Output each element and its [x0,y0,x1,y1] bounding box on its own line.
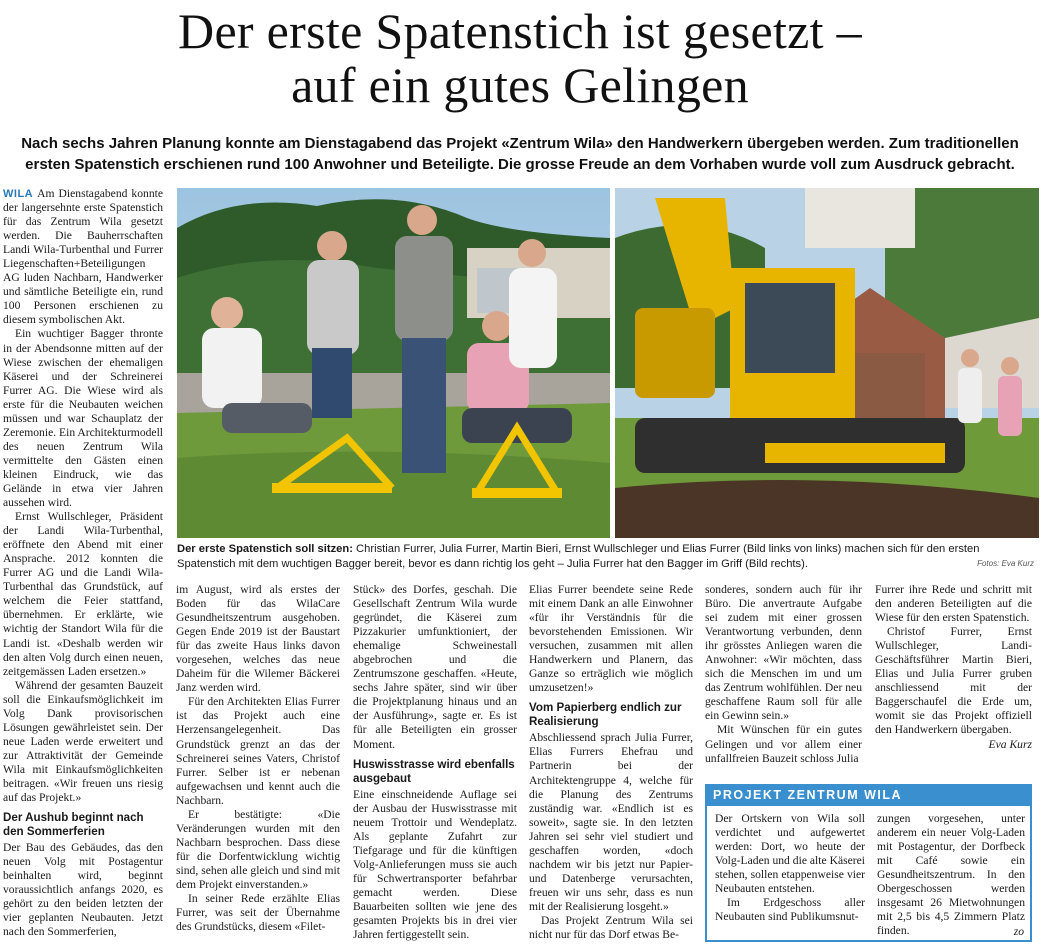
paragraph: In seiner Rede erzählte Elias Furrer, was seit der Übernahme des Grundstücks, diesem «Filet- [176,892,340,934]
photo-credit: Fotos: Eva Kurz [977,559,1034,568]
article-column-3 [353,583,517,942]
lead-paragraph: Nach sechs Jahren Planung konnte am Dienstagabend das Projekt «Zentrum Wila» den Handwerkern übergeben werden. Zum traditionellen ersten Spatenstich erschienen rund 100 Anwohner und Beteiligte. Die grosse Freude an dem Vorhaben wurde voll zum Ausdruck gebracht. [21,135,1019,173]
paragraph: Elias Furrer beendete seine Rede mit einem Dank an alle Einwohner «für ihr Verständnis für die bevorstehenden Emissionen. Wir versuchen, zusammen mit allen Handwerkern und Planern, das Ganze so erträglich wie möglich umzusetzen!» [529,583,693,695]
subheading: Huswisstrasse wird ebenfalls ausgebaut [353,757,515,785]
paragraph: Am Dienstagabend konnte der langersehnte erste Spatenstich für das Zentrum Wila gesetzt werden. Die Bauherrschaften Landi Wila-Turbenthal und Furrer Liegenschaften+Beteiligungen AG luden Nachbarn, Handwerker und sämtliche Beteiligte ein, rund 100 Personen erschienen zu diesem symbolischen Akt. [3,187,163,327]
paragraph: Ein wuchtiger Bagger thronte in der Abendsonne mitten auf der Wiese zwischen der ehemaligen Käserei und der Schreinerei Furrer AG. Die Wiese wird als erste für die Neubauten weichen müssen und war Schauplatz der Zeremonie. Ein Architekturmodell des neuen Zentrum Wila vermittelte den Gästen einen kleinen Eindruck, wie das Gelände in etwa vier Jahren aussehen wird. [3,327,164,510]
paragraph: Während der gesamten Bauzeit soll die Einkaufsmöglichkeit im Volg Dank provisorischen Lösungen gewährleistet sein. Der neue Laden werde erweitert und zur Attraktivität der Gemeinde Wila mit Einkaufsmöglichkeiten beitragen. «Wir freuen uns riesig auf das Projekt.» [3,678,163,805]
photo-caption [177,542,1037,572]
paragraph: Ernst Wullschleger, Präsident der Landi Wila-Turbenthal, eröffnete den Abend mit einer Ansprache. 2012 konnten die Furrer AG und die Landi Wila-Turbenthal das Grundstück, auf welchem die Feier stattfand, übernehmen. Er erklärte, wie wichtig der Standort Wila für die Landi ist. «Deshalb werden wir den alten Volg durch einen neuen, zeitgemässen Laden ersetzen.» [3,510,163,678]
paragraph: sonderes, sondern auch für ihr Büro. Die anvertraute Aufgabe sei zudem mit einer grossen Verantwortung verbunden, denn ihr grösstes Anliegen waren die Anwohner: «Wir möchten, dass sich die Menschen im und um das Zentrum wohlfühlen. Der neu geschaffene Raum soll für alle ein Gewinn sein.» [705,583,862,723]
paragraph: Der Bau des Gebäudes, das den neuen Volg mit Postagentur beinhalten wird, beginnt voraussichtlich anfangs 2020, es gehört zu den beiden letzten der vier geplanten Neubauten. Jetzt nach den Sommerferien, [3,841,163,939]
paragraph: Furrer ihre Rede und schritt mit den anderen Beteiligten auf die Wiese für den ersten Spatenstich. [875,583,1032,625]
article-column-6 [875,583,1032,752]
subheading: Vom Papierberg endlich zur Realisierung [529,701,682,729]
paragraph: Im Erdgeschoss aller Neubauten sind Publikumsnut- [715,896,865,924]
author-byline: Eva Kurz [988,737,1032,751]
caption-text: Christian Furrer, Julia Furrer, Martin Bieri, Ernst Wullschleger und Elias Furrer (Bild links von links) machen sich für den ersten Spatenstich mit dem wuchtigen Bagger bereit, bevor es dann richtig los geht – Julia Furrer hat den Bagger im Griff (Bild rechts). [177,543,980,570]
headline [0,4,1040,112]
article-column-2 [176,583,340,934]
paragraph: Er bestätigte: «Die Veränderungen wurden mit den Nachbarn besprochen. Dass diese für die Dorfentwicklung wichtig sind, sehen alle gleich und sind mit dem Projekt einverstanden.» [176,807,340,891]
paragraph: Mit Wünschen für ein gutes Gelingen und vor allem einer unfallfreien Bauzeit schloss Julia [705,723,862,765]
caption-lead: Der erste Spatenstich soll sitzen: [177,543,353,555]
infobox-title: PROJEKT ZENTRUM WILA [705,784,1032,806]
paragraph: zungen vorgesehen, unter anderem ein neuer Volg-Laden mit Postagentur, der Dorfbeck mit Café sowie ein Gesundheitszentrum. In den Obergeschossen werden insgesamt 26 Mietwohnungen mit 2,5 bis 4,5 Zimmern Platz finden. [877,812,1025,938]
paragraph: Abschliessend sprach Julia Furrer, Elias Furrers Ehefrau und Partnerin bei der Architektengruppe 4, welche für die Planung des Zentrums zuständig war. «Endlich ist es soweit», sagte sie. In den letzten Jahren sei sehr viel studiert und geschaffen worden, «doch nachdem wir bis jetzt nur Papier- und Datenberge verursachten, freuen wir uns sehr, dass es nun mit der Realisierung losgeht.» [529,731,693,913]
paragraph: Das Projekt Zentrum Wila sei nicht nur für das Dorf etwas Be- [529,913,693,942]
article-column-5 [705,583,862,766]
infobox-signature: zo [1013,925,1024,938]
photo-spatenstich-group [177,188,610,538]
infobox [705,806,1032,942]
location-kicker: WILA [3,188,34,200]
paragraph: Stück» des Dorfes, geschah. Die Gesellschaft Zentrum Wila wurde gegründet, die Käserei zum Pizzakurier umfunktioniert, der ehemalige Schweinestall abgebrochen und die Zentrumszone geschaffen. «Heute, sechs Jahre später, sind wir über die Projektplanung hinaus und an der Ausführung», sagte er. Es ist für alle Beteiligten ein grosser Moment. [353,583,517,751]
paragraph: Christof Furrer, Ernst Wullschleger, Landi-Geschäftsführer Martin Bieri, Elias und Julia Furrer gruben anschliessend mit der Baggerschaufel die Erde um, womit sie das Projekt offiziell den Handwerkern übergaben. [875,625,1032,737]
subheading: Der Aushub beginnt nach den Sommerferien [3,811,144,839]
paragraph: Eine einschneidende Auflage sei der Ausbau der Huswisstrasse mit neuem Trottoir und Wendeplatz. Als geplante Zufahrt zur Tiefgarage und für die künftigen Volg-Anlieferungen muss sie auch für Schwertransporter befahrbar gemacht werden. Diese Bauarbeiten sollten wie jene des gesamten Projekts bis in drei vier Jahren fertiggestellt sein. [353,787,517,942]
paragraph: im August, wird als erstes der Boden für das WilaCare Gesundheitszentrum ausgehoben. Gegen Ende 2019 ist der Baustart für das zweite Haus links davon vorgesehen, welches das neue Daheim für die Wilemer Bäckerei Janz werden wird. [176,583,340,695]
paragraph: Der Ortskern von Wila soll verdichtet und aufgewertet werden: Dort, wo heute der Volg-Laden und die alte Käserei stehen, sollen etappenweise vier Neubauten entstehen. [715,812,865,896]
headline-line-2: auf ein gutes Gelingen [291,57,749,113]
headline-line-1: Der erste Spatenstich ist gesetzt – [178,3,862,59]
infobox-column-left [715,812,865,924]
article-column-4 [529,583,693,942]
article-column-1 [3,187,163,939]
photo-excavator [615,188,1039,538]
infobox-column-right [877,812,1025,938]
paragraph: Für den Architekten Elias Furrer ist das Projekt auch eine Herzensangelegenheit. Das Grundstück grenzt an das der Schreinerei seines Vaters, Christof Furrer. Selber ist er nebenan aufgewachsen und kennt auch die Nachbarn. [176,695,340,807]
